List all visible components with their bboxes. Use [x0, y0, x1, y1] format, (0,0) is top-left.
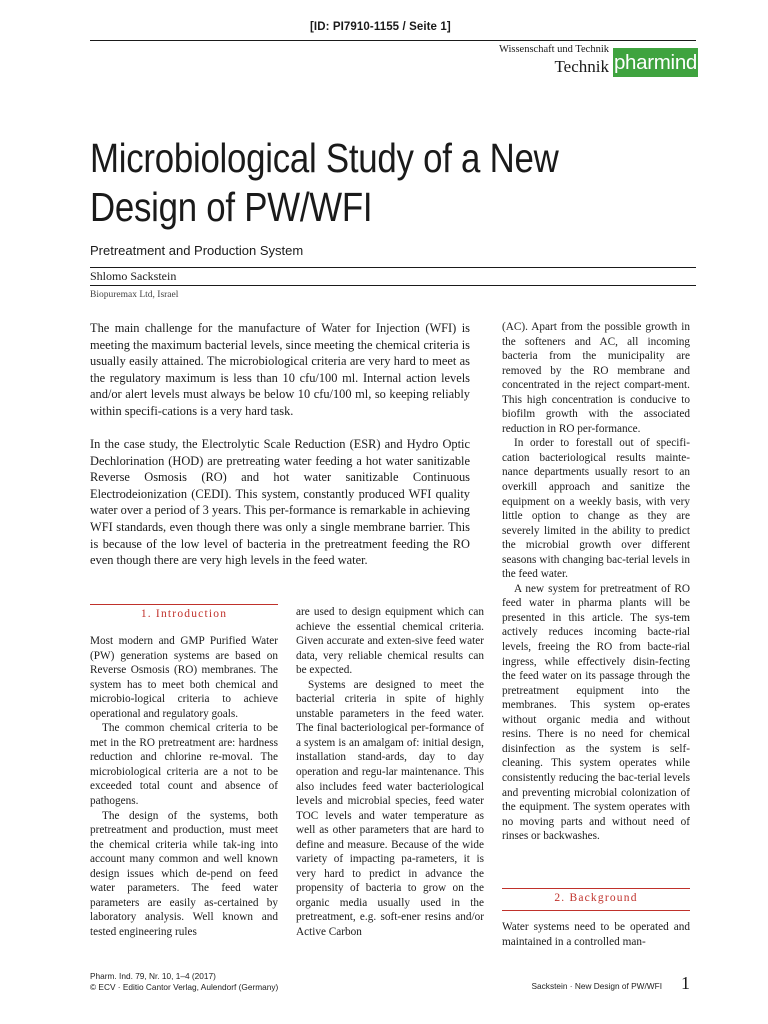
paragraph: are used to design equipment which can achieve the essential chemical criteria. Given accurate and exten-sive feed water data, very reliable chemical results can be expected. [296, 606, 484, 677]
abstract-paragraph-2: In the case study, the Electrolytic Scale Reduction (ESR) and Hydro Optic Dechlorination (HOD) are pretreating water feeding a hot water sanitizable Reverse Osmosis (RO) and hot water sanitizable Continuous Electrodeionization (CEDI). This system, constantly produced WFI quality water over a period of 3 years. This per-formance is remarkable in achieving WFI standards, even though there was only a single membrane barrier. This is because of the low level of bacteria in the pretreatment feeding the RO even though there are very high levels in the feed water. [90, 437, 470, 568]
article-title [90, 134, 615, 232]
heading-rule-bottom [502, 910, 690, 911]
section-heading-text: 1. Introduction [140, 608, 228, 620]
section-label-small: Wissenschaft und Technik [498, 44, 609, 55]
paragraph: A new system for pretreatment of RO feed water in pharma plants will be presented in this article. The sys-tem actively reduces incoming bacte-rial levels, freeing the RO from bacte-rial ingress, while effectively disin-fecting the feed water on its passage through the pretreatment equipment into the membranes. This system op-erates without organic media and without resins. There is no need for chemical disinfection as the system is self-cleaning. This system operates while consistently reducing the bac-terial levels and preventing microbial colonization of the equipment. The system operates with no moving parts and without need of rinses or backwashes. [502, 582, 690, 843]
heading-rule [502, 888, 690, 889]
article-subtitle: Pretreatment and Production System [90, 243, 304, 258]
paragraph: (AC). Apart from the possible growth in the softeners and AC, all incoming bacteria from the municipality are removed by the RO membrane and concentrated in the reject compart-ment. This high concentration is conducive to biofilm growth with the associated reduction in RO per-formance. [502, 321, 690, 435]
header-rule [90, 40, 696, 41]
column-1 [90, 634, 278, 939]
column-3 [502, 320, 690, 844]
author-name: Shlomo Sackstein [90, 269, 177, 283]
paragraph: In order to forestall out of specifi-cation bacteriological results mainte-nance departments usually resort to an overkill approach and sanitize the equipment on a weekly basis, with very little option to change as they are severely limited in the ability to predict the microbial growth over different seasons with changing bac-terial levels in the feed water. [502, 437, 690, 581]
footer-publisher: © ECV · Editio Cantor Verlag, Aulendorf (Germany) [90, 981, 279, 992]
footer-running-title: Sackstein · New Design of PW/WFI [531, 981, 662, 991]
author-rule-top [90, 267, 696, 268]
author-affiliation: Biopuremax Ltd, Israel [90, 290, 179, 300]
title-line-1: Microbiological Study of a New [90, 135, 559, 181]
paragraph: The design of the systems, both pretreatment and production, must meet the chemical criteria while tak-ing into account many common and well known design issues which de-pend on feed water parameters. The feed water parameters are easily as-certained by laboratory analysis. Well known and tested engineering rules [90, 809, 278, 938]
document-id: [ID: PI7910-1155 / Seite 1] [310, 21, 451, 33]
paragraph: Most modern and GMP Purified Water (PW) generation systems are based on Reverse Osmosis (RO) membranes. The system has to meet both chemical and microbio-logical criteria to achieve operational and regulatory goals. [90, 635, 278, 720]
journal-logo: pharmind [613, 48, 698, 77]
section-label: Technik [554, 57, 609, 76]
section-heading-background [502, 888, 690, 910]
author-rule-bottom [90, 285, 696, 286]
footer-citation [90, 971, 278, 992]
paragraph: Water systems need to be operated and maintained in a controlled man- [502, 921, 690, 948]
column-2 [296, 605, 484, 940]
section-heading-text: 2. Background [554, 892, 638, 904]
column-3-continued [502, 920, 690, 949]
abstract-paragraph-1: The main challenge for the manufacture of Water for Injection (WFI) is meeting the maximum bacterial levels, since meeting the chemical criteria is usually easily attained. The microbiological criteria are very hard to meet as the regulatory maximum is less than 10 cfu/100 ml. Internal action levels and/or alert levels must always be below 10 cfu/100 ml, so keeping reliably within specifi-cations is a very hard task. [90, 321, 470, 418]
page-number: 1 [681, 973, 690, 993]
footer-journal: Pharm. Ind. 79, Nr. 10, 1–4 (2017) [90, 971, 216, 981]
section-heading-introduction [90, 604, 278, 626]
paragraph: Systems are designed to meet the bacterial criteria in spite of highly unstable parameters in the feed water. The final bacteriological per-formance of a system is an amalgam of: initial design, installation stand-ards, day to day operation and regu-lar maintenance. This also includes feed water bacteriological levels and microbial species, feed water TOC levels and water temperature as well as other parameters that are hard to define and measure. Because of the wide variety of impacting pa-rameters, it is very hard to predict in advance the propensity of bacteria to grow on the organic media usually used in the pretreatment, e.g. soft-ener resins and/or Active Carbon [296, 678, 484, 939]
title-line-2: Design of PW/WFI [90, 184, 373, 230]
paragraph: The common chemical criteria to be met in the RO pretreatment are: hardness reduction and chlorine re-moval. The microbiological criteria are a not to be exceeded total count and absence of pathogens. [90, 722, 278, 808]
heading-rule [90, 604, 278, 605]
